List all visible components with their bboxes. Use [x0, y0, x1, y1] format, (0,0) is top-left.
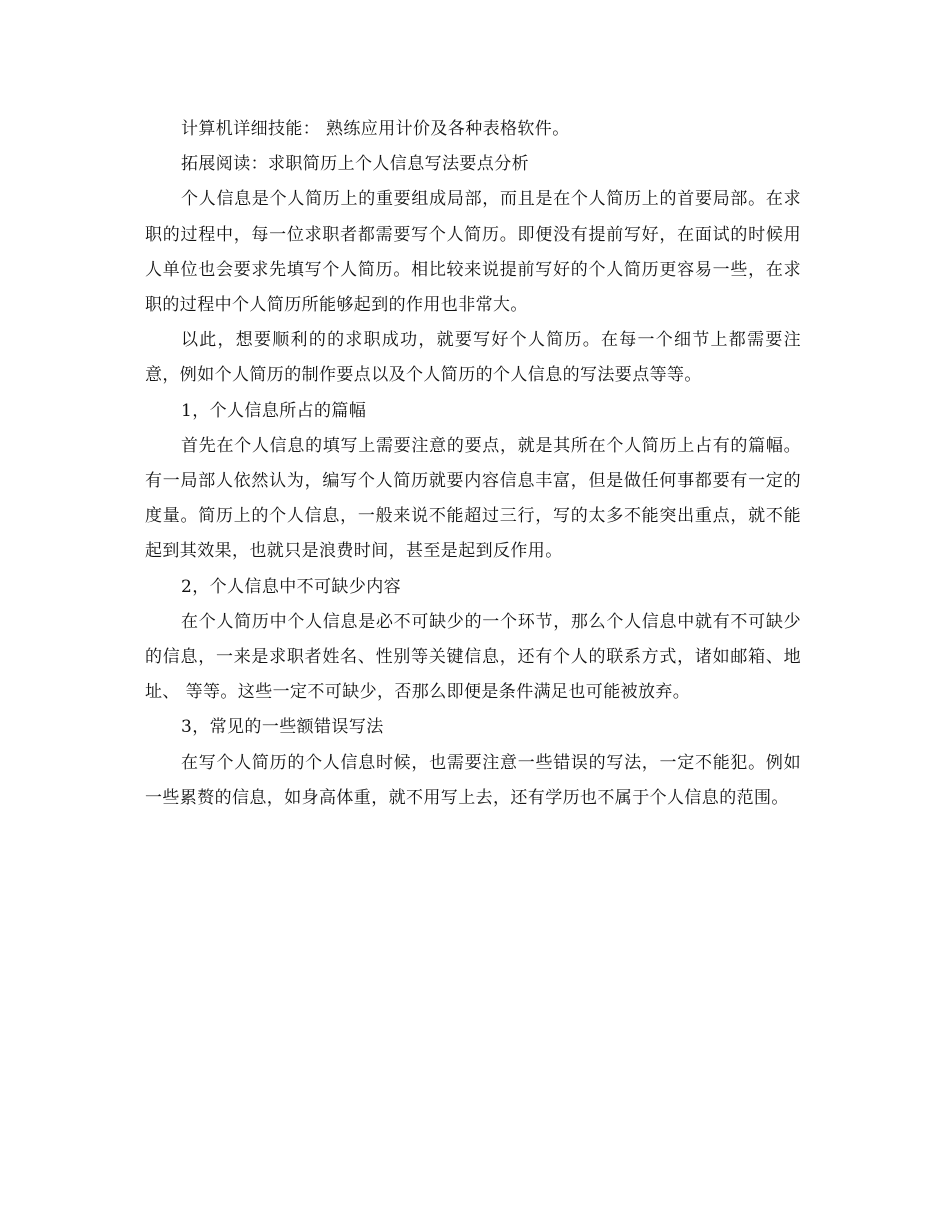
- paragraph-section-2: 在个人简历中个人信息是必不可缺少的一个环节，那么个人信息中就有不可缺少的信息，一来是求职者姓名、性别等关键信息，还有个人的联系方式，诸如邮箱、地址、 等等。这些一定不可缺少，否那么即便是条件满足也可能被放弃。: [145, 611, 801, 703]
- section-heading-3: 3，常见的一些额错误写法: [181, 717, 384, 738]
- paragraph-intro: 个人信息是个人简历上的重要组成局部，而且是在个人简历上的首要局部。在求职的过程中，每一位求职者都需要写个人简历。即便没有提前写好，在面试的时候用人单位也会要求先填写个人简历。相比较来说提前写好的个人简历更容易一些，在求职的过程中个人简历所能够起到的作用也非常大。: [145, 189, 801, 316]
- section-heading-2: 2，个人信息中不可缺少内容: [181, 576, 402, 597]
- paragraph-extended-reading: 拓展阅读：求职简历上个人信息写法要点分析: [181, 154, 529, 175]
- paragraph-section-1: 首先在个人信息的填写上需要注意的要点，就是其所在个人简历上占有的篇幅。有一局部人依然认为，编写个人简历就要内容信息丰富，但是做任何事都要有一定的度量。简历上的个人信息，一般来说不能超过三行，写的太多不能突出重点，就不能起到其效果，也就只是浪费时间，甚至是起到反作用。: [145, 435, 801, 562]
- section-heading-1: 1，个人信息所占的篇幅: [181, 400, 367, 421]
- paragraph-computer-skills: 计算机详细技能： 熟练应用计价及各种表格软件。: [181, 119, 570, 139]
- document-body: [145, 112, 801, 816]
- paragraph-section-3: 在写个人简历的个人信息时候，也需要注意一些错误的写法，一定不能犯。例如一些累赘的信息，如身高体重，就不用写上去，还有学历也不属于个人信息的范围。: [145, 752, 801, 808]
- paragraph-therefore: 以此，想要顺利的的求职成功，就要写好个人简历。在每一个细节上都需要注意，例如个人简历的制作要点以及个人简历的个人信息的写法要点等等。: [145, 330, 801, 386]
